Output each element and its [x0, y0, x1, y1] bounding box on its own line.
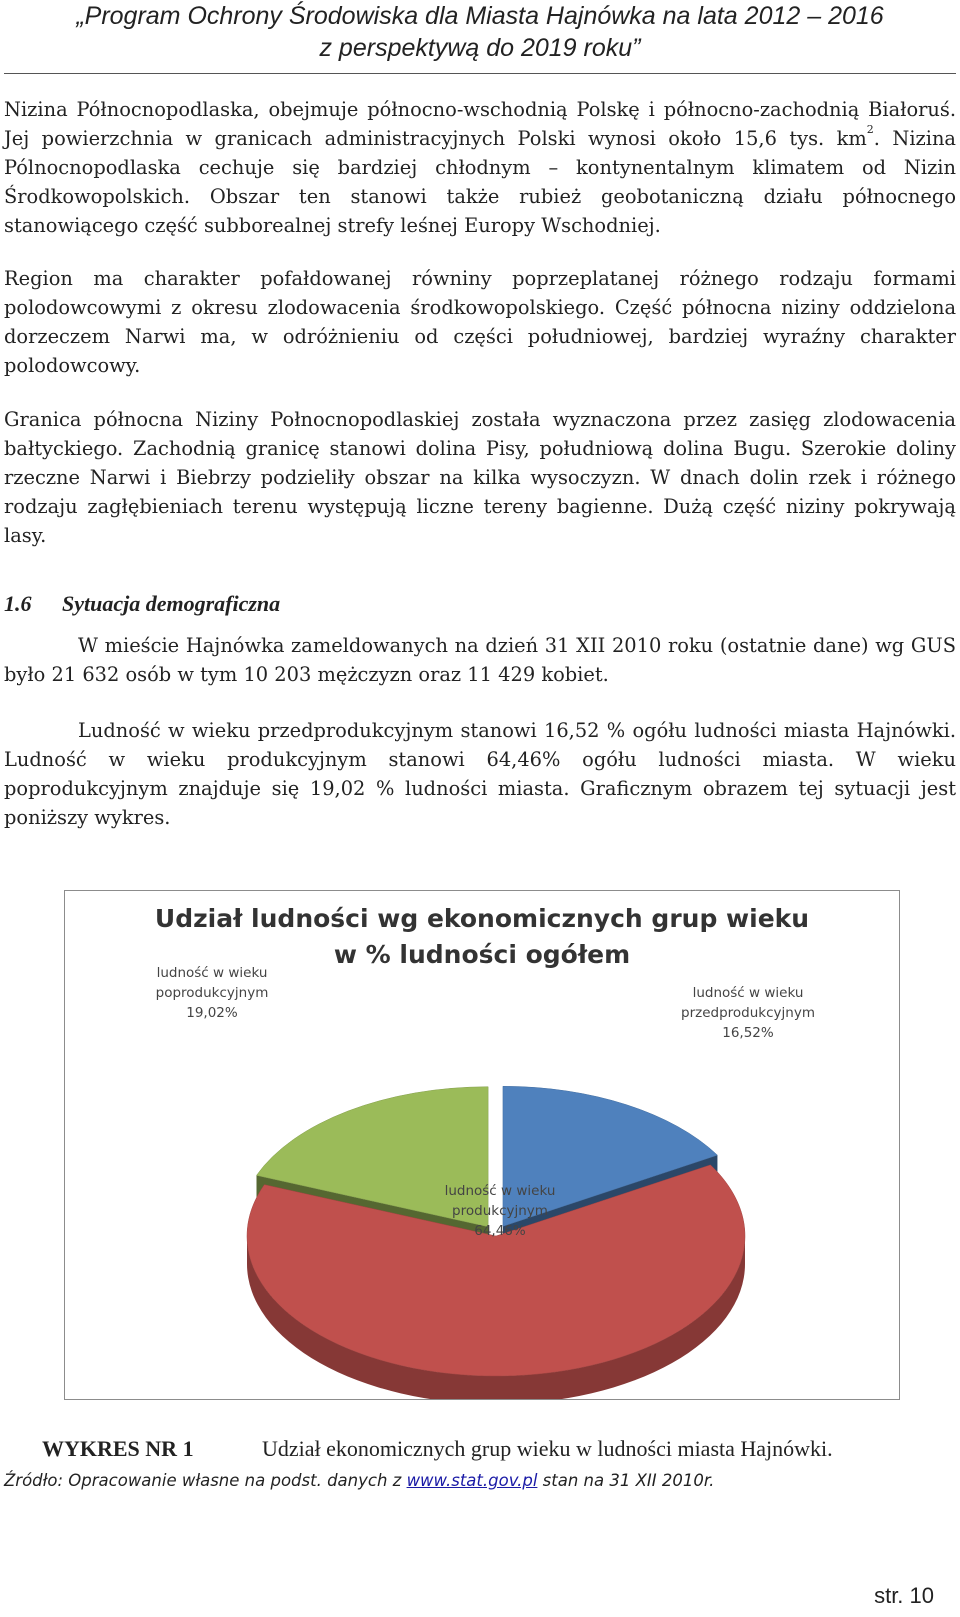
source-suffix: stan na 31 XII 2010r. — [537, 1471, 715, 1490]
document-header — [0, 0, 960, 64]
paragraph-region: Region ma charakter pofałdowanej równiny poprzeplatanej różnego rodzaju formami polodowcowymi z okresu zlodowacenia środkowopolskiego. Część północna niziny oddzielona dorzeczem Narwi ma, w odróżnieniu od części południowej, bardziej wyraźny charakter polodowcowy. — [4, 267, 956, 377]
label-przedprodukcyjny-line-2: przedprodukcyjnym — [681, 1005, 815, 1021]
section-number: 1.6 — [4, 591, 32, 616]
superscript: 2 — [866, 123, 874, 136]
caption-label: WYKRES NR 1 — [42, 1436, 194, 1461]
label-przedprodukcyjny-value: 16,52% — [722, 1025, 774, 1041]
label-poprodukcyjny-line-2: poprodukcyjnym — [155, 985, 269, 1001]
label-poprodukcyjny — [137, 963, 287, 1023]
source-prefix: Źródło: Opracowanie własne na podst. danych z — [4, 1471, 407, 1490]
section-heading — [4, 591, 280, 617]
caption-text: Udział ekonomicznych grup wieku w ludności miasta Hajnówki. — [262, 1436, 833, 1461]
label-przedprodukcyjny-line-1: ludność w wieku — [692, 985, 804, 1001]
header-divider — [4, 73, 956, 74]
page-number: str. 10 — [874, 1583, 934, 1608]
label-produkcyjny — [425, 1181, 575, 1241]
paragraph-nizina-text: Nizina Północnopodlaska, obejmuje północno-wschodnią Polskę i północno-zachodnią Białoruś. Jej powierzchnia w granicach administracyjnych Polski wynosi około 15,6 tys. km — [4, 98, 956, 150]
paragraph-nizina — [4, 95, 956, 240]
chart-title-line-1: Udział ludności wg ekonomicznych grup wieku — [154, 904, 810, 933]
paragraph-nizina-text-rest: . Nizina Pólnocnopodlaska cechuje się bardziej chłodnym – kontynentalnym klimatem od Nizin Środkowopolskich. Obszar ten stanowi także rubież geobotaniczną działu północnego stanowiącego część subborealnej strefy leśnej Europy Wschodniej. — [4, 127, 956, 237]
label-produkcyjny-line-1: ludność w wieku — [444, 1183, 556, 1199]
paragraph-age-groups: Ludność w wieku przedprodukcyjnym stanowi 16,52 % ogółu ludności miasta Hajnówki. Ludność w wieku produkcyjnym stanowi 64,46% ogółu ludności miasta. W wieku poprodukcyjnym znajduje się 19,02 % ludności miasta. Graficznym obrazem tej sytuacji jest poniższy wykres. — [4, 719, 956, 829]
label-produkcyjny-value: 64,46% — [474, 1223, 526, 1239]
label-przedprodukcyjny — [663, 983, 833, 1043]
header-line-1: „Program Ochrony Środowiska dla Miasta Hajnówka na lata 2012 – 2016 — [76, 2, 884, 30]
header-line-2: z perspektywą do 2019 roku” — [319, 34, 641, 62]
source-link[interactable]: www.stat.gov.pl — [406, 1471, 538, 1490]
chart-title-line-2: w % ludności ogółem — [333, 940, 631, 969]
label-produkcyjny-line-2: produkcyjnym — [452, 1203, 548, 1219]
source-note — [4, 1471, 714, 1490]
label-poprodukcyjny-line-1: ludność w wieku — [156, 965, 268, 981]
label-poprodukcyjny-value: 19,02% — [186, 1005, 238, 1021]
paragraph-population: W mieście Hajnówka zameldowanych na dzień 31 XII 2010 roku (ostatnie dane) wg GUS było 21 632 osób w tym 10 203 mężczyzn oraz 11 429 kobiet. — [4, 634, 956, 686]
paragraph-granica: Granica północna Niziny Połnocnopodlaskiej została wyznaczona przez zasięg zlodowacenia bałtyckiego. Zachodnią granicę stanowi dolina Pisy, południową dolina Bugu. Szerokie doliny rzeczne Narwi i Biebrzy podzieliły obszar na kilka wysoczyzn. W dnach dolin rzek i różnego rodzaju zagłębieniach terenu występują liczne tereny bagienne. Dużą część niziny pokrywają lasy. — [4, 408, 956, 547]
section-title: Sytuacja demograficzna — [62, 591, 281, 616]
pie-chart — [64, 890, 900, 1400]
chart-caption — [42, 1436, 833, 1462]
